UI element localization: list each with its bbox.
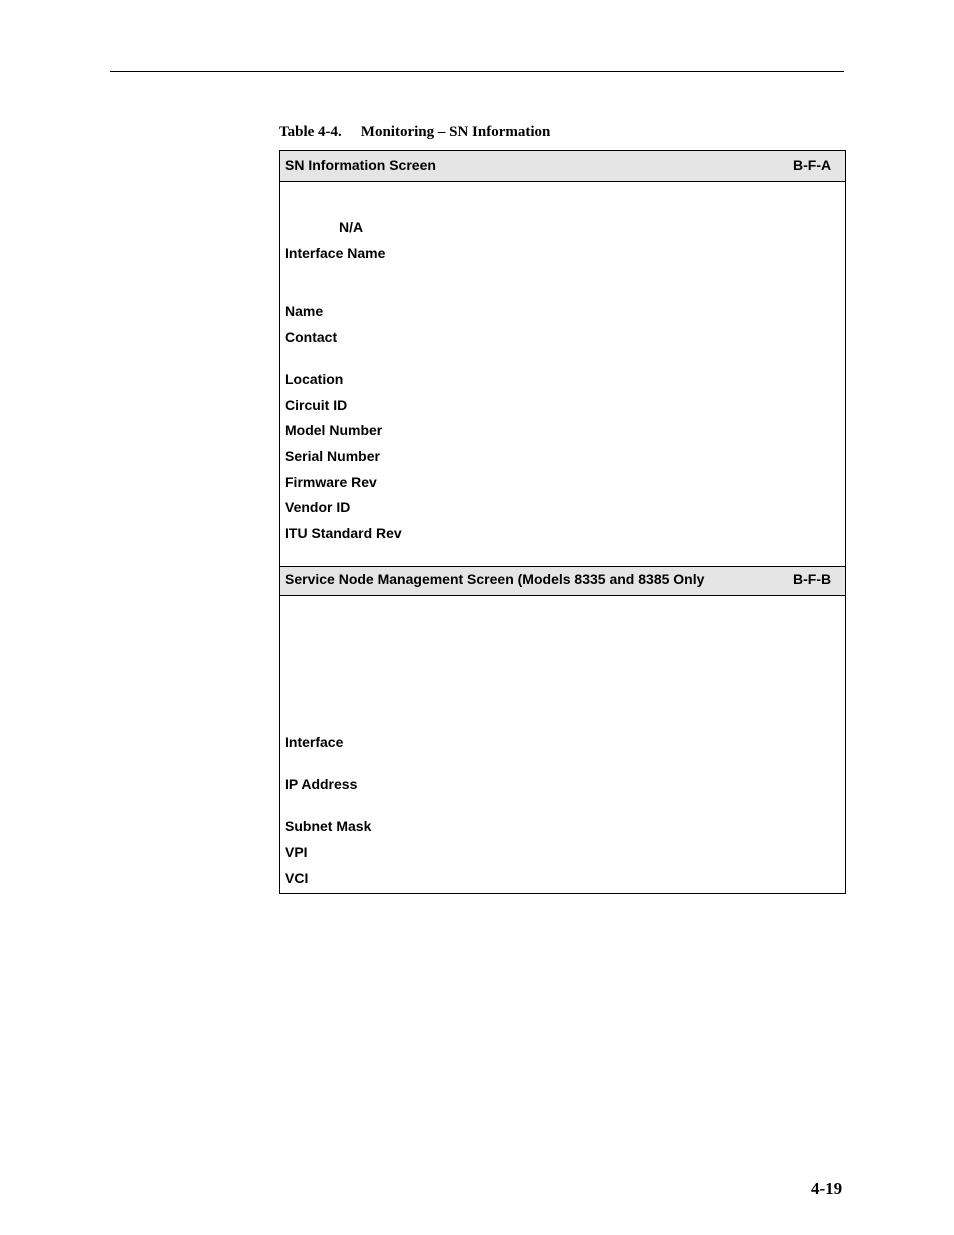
field-vendor-id: Vendor ID — [285, 499, 351, 515]
field-ip-address: IP Address — [285, 776, 358, 792]
field-serial-number: Serial Number — [285, 448, 380, 464]
top-rule — [110, 71, 844, 72]
table-caption — [279, 124, 550, 141]
field-firmware-rev: Firmware Rev — [285, 474, 377, 490]
field-model-number: Model Number — [285, 422, 383, 438]
sn-information-header-code: B-F-A — [793, 157, 832, 173]
service-node-management-header-code: B-F-B — [793, 571, 832, 587]
field-itu-standard-rev: ITU Standard Rev — [285, 525, 402, 541]
field-vci: VCI — [285, 870, 309, 886]
service-node-management-header-title: Service Node Management Screen (Models 8335 and 8385 Only — [285, 571, 705, 587]
field-interface: Interface — [285, 734, 344, 750]
interface-value-na: N/A — [339, 219, 364, 235]
table-caption-title: Monitoring – SN Information — [360, 124, 551, 140]
field-circuit-id: Circuit ID — [285, 397, 348, 413]
table-caption-label: Table 4-4. — [279, 124, 342, 140]
field-contact: Contact — [285, 329, 338, 345]
field-subnet-mask: Subnet Mask — [285, 818, 372, 834]
service-node-management-header — [280, 566, 845, 596]
sn-information-header — [280, 151, 845, 182]
field-name: Name — [285, 303, 324, 319]
page-number: 4-19 — [811, 1179, 843, 1198]
field-vpi: VPI — [285, 844, 308, 860]
field-interface-name: Interface Name — [285, 245, 386, 261]
sn-information-header-title: SN Information Screen — [285, 157, 436, 173]
sn-information-table — [279, 150, 846, 894]
field-location: Location — [285, 371, 344, 387]
